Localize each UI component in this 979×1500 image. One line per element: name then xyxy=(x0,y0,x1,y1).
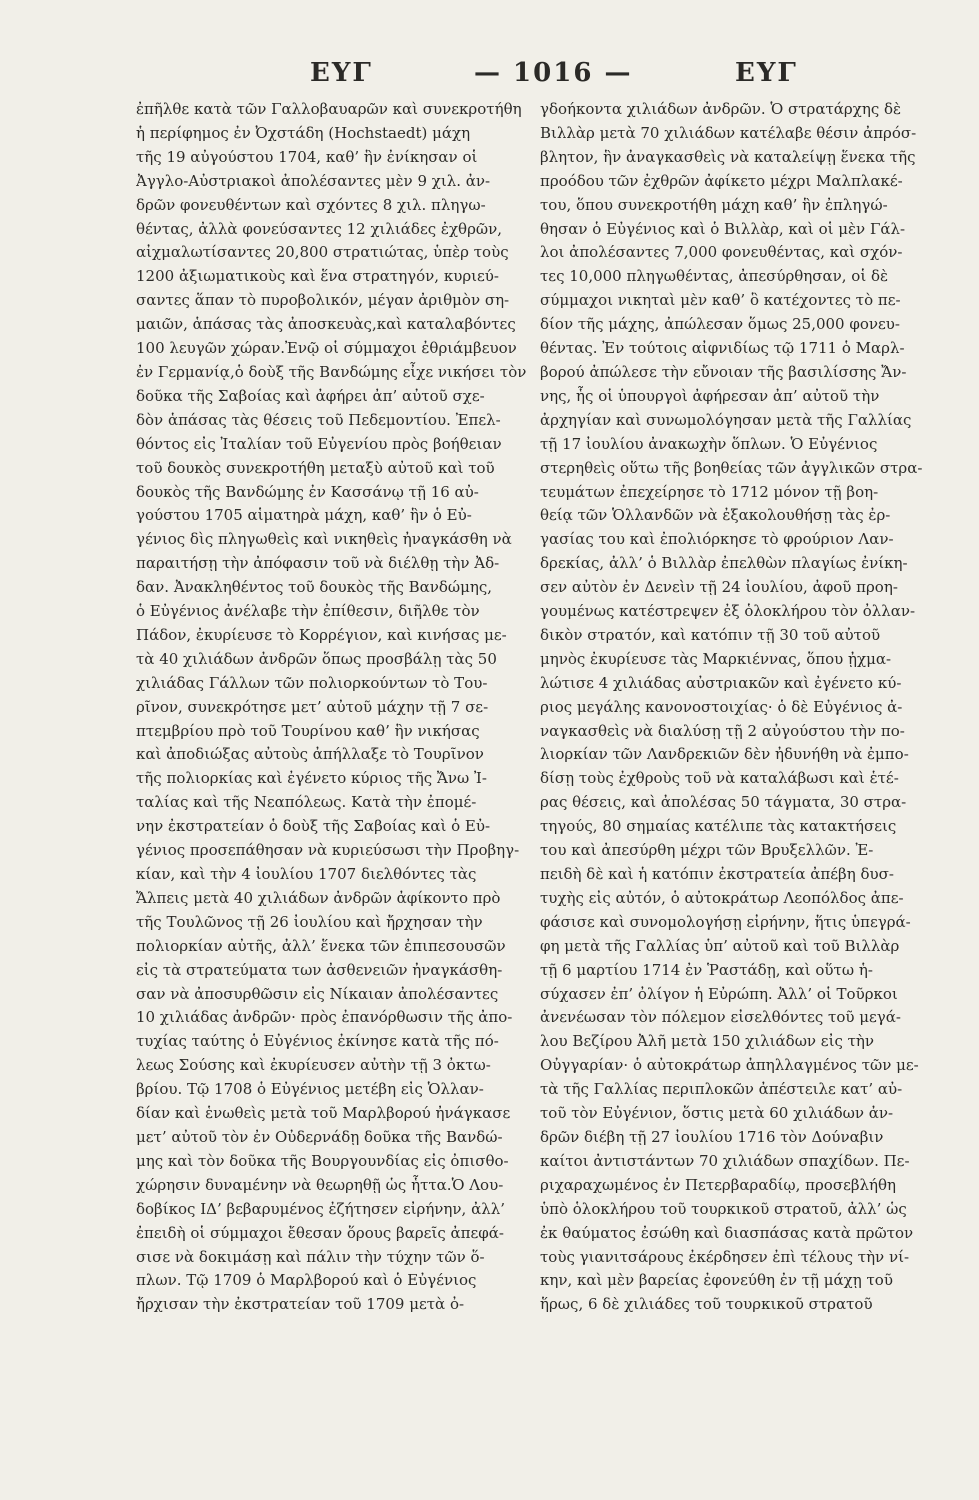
text-line: χιλιάδας Γάλλων τῶν πολιορκούντων τὸ Του- xyxy=(136,673,488,692)
text-line: ριος μεγάλης κανονοστοιχίας· ὁ δὲ Εὐγένιος ἀ- xyxy=(540,697,903,716)
text-line: καὶ ἀποδιώξας αὐτοὺς ἀπήλλαξε τὸ Τουρῖνον xyxy=(136,745,484,764)
text-line: λιορκίαν τῶν Λανδρεκιῶν δὲν ἠδυνήθη νὰ ἐμπο- xyxy=(540,745,909,764)
left-text-column xyxy=(136,98,526,1438)
text-line: δαν. Ἀνακληθέντος τοῦ δουκὸς τῆς Βανδώμης, xyxy=(136,578,493,597)
text-line: Πάδον, ἐκυρίευσε τὸ Κορρέγιον, καὶ κινήσας με- xyxy=(136,625,507,644)
text-line: ἐπῆλθε κατὰ τῶν Γαλλοβαυαρῶν καὶ συνεκροτήθη xyxy=(136,100,522,118)
text-line: δρεκίας, ἀλλ’ ὁ Βιλλὰρ ἐπελθὼν πλαγίως ἐνίκη- xyxy=(540,554,908,573)
text-line: κην, καὶ μὲν βαρείας ἐφονεύθη ἐν τῇ μάχῃ τοῦ xyxy=(540,1271,893,1290)
text-line: δὸν ἁπάσας τὰς θέσεις τοῦ Πεδεμοντίου. Ἐπελ- xyxy=(136,410,501,429)
right-text-column xyxy=(540,98,950,1438)
text-line: ἐκ θαύματος ἐσώθη καὶ διασπάσας κατὰ πρῶτον xyxy=(540,1223,914,1242)
text-line: γουμένως κατέστρεψεν ἐξ ὁλοκλήρου τὸν ὀλλαν- xyxy=(540,602,916,621)
text-line: ἐπειδὴ οἱ σύμμαχοι ἔθεσαν ὅρους βαρεῖς ἀπεφά- xyxy=(136,1223,504,1242)
text-line: σαν νὰ ἀποσυρθῶσιν εἰς Νίκαιαν ἀπολέσαντες xyxy=(136,984,499,1003)
text-line: ταλίας καὶ τῆς Νεαπόλεως. Κατὰ τὴν ἐπομέ- xyxy=(136,793,477,812)
text-line: δουκὸς τῆς Βανδώμης ἐν Κασσάνῳ τῇ 16 αὐ- xyxy=(136,482,479,501)
text-line: δοῦκα τῆς Σαβοίας καὶ ἀφήρει ἀπ’ αὐτοῦ σχε- xyxy=(136,386,485,405)
text-line: τῆς πολιορκίας καὶ ἐγένετο κύριος τῆς Ἄνω Ἰ- xyxy=(136,769,487,788)
text-line: πειδὴ δὲ καὶ ἡ κατόπιν ἐκστρατεία ἀπέβη δυσ- xyxy=(540,865,894,883)
page-number: — 1016 — xyxy=(474,58,633,88)
text-line: καίτοι ἀντιστάντων 70 χιλιάδων σπαχίδων. Πε- xyxy=(540,1151,910,1170)
text-line: δίον τῆς μάχης, ἀπώλεσαν ὅμως 25,000 φονευ- xyxy=(540,315,900,334)
text-line: σαντες ἅπαν τὸ πυροβολικόν, μέγαν ἀριθμὸν ση- xyxy=(136,291,510,310)
text-line: 1200 ἀξιωματικοὺς καὶ ἕνα στρατηγόν, κυριεύ- xyxy=(136,267,499,286)
text-line: πολιορκίαν αὐτῆς, ἀλλ’ ἕνεκα τῶν ἐπιπεσουσῶν xyxy=(136,936,506,955)
text-line: γδοήκοντα χιλιάδων ἀνδρῶν. Ὁ στρατάρχης δὲ xyxy=(540,100,902,118)
text-line: γασίας του καὶ ἐπολιόρκησε τὸ φρούριον Λαν- xyxy=(540,530,894,549)
text-line: βρίου. Τῷ 1708 ὁ Εὐγένιος μετέβη εἰς Ὁλλαν- xyxy=(136,1080,484,1099)
text-line: σύμμαχοι νικηταὶ μὲν καθ’ ὃ κατέχοντες τὸ πε- xyxy=(540,291,901,310)
text-line: του καὶ ἀπεσύρθη μέχρι τῶν Βρυξελλῶν. Ἐ- xyxy=(540,841,874,860)
text-line: θέντας, ἀλλὰ φονεύσαντες 12 χιλιάδες ἐχθρῶν, xyxy=(136,219,503,238)
text-line: αἰχμαλωτίσαντες 20,800 στρατιώτας, ὑπὲρ τοὺς xyxy=(136,243,509,262)
text-line: Οὐγγαρίαν· ὁ αὐτοκράτωρ ἀπηλλαγμένος τῶν με- xyxy=(540,1056,919,1075)
text-line: στερηθεὶς οὕτω τῆς βοηθείας τῶν ἀγγλικῶν στρα- xyxy=(540,458,923,477)
text-line: μαιῶν, ἁπάσας τὰς ἀποσκευὰς,καὶ καταλαβόντες xyxy=(136,315,516,334)
text-line: ναγκασθεὶς νὰ διαλύσῃ τῇ 2 αὐγούστου τὴν πο- xyxy=(540,721,905,740)
text-line: ἤρχισαν τὴν ἐκστρατείαν τοῦ 1709 μετὰ ὀ- xyxy=(136,1295,465,1314)
text-line: δρῶν διέβη τῇ 27 ἰουλίου 1716 τὸν Δούναβιν xyxy=(540,1127,884,1146)
text-line: σύχασεν ἐπ’ ὀλίγον ἡ Εὐρώπη. Ἀλλ’ οἱ Τοῦρκοι xyxy=(540,984,898,1003)
text-line: θόντος εἰς Ἰταλίαν τοῦ Εὐγενίου πρὸς βοήθειαν xyxy=(136,434,502,453)
text-line: τὰ τῆς Γαλλίας περιπλοκῶν ἀπέστειλε κατ’ αὐ- xyxy=(540,1080,903,1099)
text-line: τευμάτων ἐπεχείρησε τὸ 1712 μόνον τῇ βοη- xyxy=(540,482,879,501)
text-line: μηνὸς ἐκυρίευσε τὰς Μαρκιέννας, ὅπου ᾐχμα- xyxy=(540,649,892,668)
text-line: γένιος προσεπάθησαν νὰ κυριεύσωσι τὴν Προβηγ- xyxy=(136,841,520,860)
text-line: κίαν, καὶ τὴν 4 ἰουλίου 1707 διελθόντες τὰς xyxy=(136,865,477,883)
text-line: τῇ 17 ἰουλίου ἀνακωχὴν ὅπλων. Ὁ Εὐγένιος xyxy=(540,434,878,453)
text-line: σεν αὐτὸν ἐν Δενεὶν τῇ 24 ἰουλίου, ἀφοῦ προη- xyxy=(540,578,898,597)
text-line: τοῦ τὸν Εὐγένιον, ὅστις μετὰ 60 χιλιάδων ἀν- xyxy=(540,1104,894,1123)
text-line: ρας θέσεις, καὶ ἀπολέσας 50 τάγματα, 30 στρα- xyxy=(540,793,907,812)
text-line: χώρησιν δυναμένην νὰ θεωρηθῇ ὡς ἧττα.Ὁ Λου- xyxy=(136,1175,504,1194)
text-line: ἐν Γερμανίᾳ,ὁ δοὺξ τῆς Βανδώμης εἶχε νικήσει τὸν xyxy=(136,362,526,381)
text-line: ἥρως, 6 δὲ χιλιάδες τοῦ τουρκικοῦ στρατοῦ xyxy=(540,1295,873,1314)
text-line: ἀρχηγίαν καὶ συνωμολόγησαν μετὰ τῆς Γαλλίας xyxy=(540,410,912,429)
header-right-word: ΕΥΓ xyxy=(735,58,798,88)
text-line: Βιλλὰρ μετὰ 70 χιλιάδων κατέλαβε θέσιν ἀπρόσ- xyxy=(540,123,917,142)
text-line: προόδου τῶν ἐχθρῶν ἀφίκετο μέχρι Μαλπλακέ- xyxy=(540,171,903,190)
text-line: γένιος δὶς πληγωθεὶς καὶ νικηθεὶς ἠναγκάσθη νὰ xyxy=(136,530,512,549)
text-line: βλητον, ἣν ἀναγκασθεὶς νὰ καταλείψῃ ἕνεκα τῆς xyxy=(540,147,916,166)
text-line: τοὺς γιανιτσάρους ἐκέρδησεν ἐπὶ τέλους τὴν νί- xyxy=(540,1247,910,1266)
text-line: τυχὴς εἰς αὐτόν, ὁ αὐτοκράτωρ Λεοπόλδος ἀπε- xyxy=(540,888,904,907)
text-line: τοῦ δουκὸς συνεκροτήθη μεταξὺ αὐτοῦ καὶ τοῦ xyxy=(136,458,495,477)
text-line: τυχίας ταύτης ὁ Εὐγένιος ἐκίνησε κατὰ τῆς πό- xyxy=(136,1032,499,1051)
text-line: του, ὅπου συνεκροτήθη μάχη καθ’ ἣν ἐπληγώ- xyxy=(540,195,888,214)
text-line: δοβίκος ΙΔ’ βεβαρυμένος ἐζήτησεν εἰρήνην, ἀλλ’ xyxy=(136,1199,505,1218)
text-line: μετ’ αὐτοῦ τὸν ἐν Οὐδερνάδῃ δοῦκα τῆς Βανδώ- xyxy=(136,1127,503,1146)
text-line: ριχαραχωμένος ἐν Πετερβαραδίῳ, προσεβλήθη xyxy=(540,1175,897,1194)
text-line: θέντας. Ἐν τούτοις αἰφνιδίως τῷ 1711 ὁ Μαρλ- xyxy=(540,339,905,358)
text-line: δίσῃ τοὺς ἐχθροὺς τοῦ νὰ καταλάβωσι καὶ ἑτέ- xyxy=(540,769,899,788)
text-line: ἀνενέωσαν τὸν πόλεμον εἰσελθόντες τοῦ μεγά- xyxy=(540,1008,901,1027)
header-left-word: ΕΥΓ xyxy=(310,58,373,88)
text-line: τηγούς, 80 σημαίας κατέλιπε τὰς κατακτήσεις xyxy=(540,817,897,836)
text-line: φη μετὰ τῆς Γαλλίας ὑπ’ αὐτοῦ καὶ τοῦ Βιλλὰρ xyxy=(540,936,900,955)
text-line: ὑπὸ ὁλοκλήρου τοῦ τουρκικοῦ στρατοῦ, ἀλλ’ ὡς xyxy=(540,1199,907,1218)
text-line: δρῶν φονευθέντων καὶ σχόντες 8 χιλ. πληγω- xyxy=(136,195,486,214)
page-header xyxy=(130,58,830,92)
text-line: 10 χιλιάδας ἀνδρῶν· πρὸς ἐπανόρθωσιν τῆς ἀπο- xyxy=(136,1008,513,1027)
text-line: ἡ περίφημος ἐν Ὀχστάδη (Hochstaedt) μάχη xyxy=(136,123,471,142)
text-line: ρῖνον, συνεκρότησε μετ’ αὐτοῦ μάχην τῇ 7 σε- xyxy=(136,697,489,716)
text-line: λώτισε 4 χιλιάδας αὐστριακῶν καὶ ἐγένετο κύ- xyxy=(540,673,902,692)
text-line: λεως Σούσης καὶ ἐκυρίευσεν αὐτὴν τῇ 3 ὀκτω- xyxy=(136,1056,491,1075)
text-line: Ἄλπεις μετὰ 40 χιλιάδων ἀνδρῶν ἀφίκοντο πρὸ xyxy=(136,888,501,907)
text-line: ὁ Εὐγένιος ἀνέλαβε τὴν ἐπίθεσιν, διῆλθε τὸν xyxy=(136,602,480,621)
text-line: λου Βεζίρου Ἀλῆ μετὰ 150 χιλιάδων εἰς τὴν xyxy=(540,1032,875,1051)
text-line: Ἀγγλο-Αὐστριακοὶ ἀπολέσαντες μὲν 9 χιλ. ἀν- xyxy=(136,171,491,190)
text-line: γούστου 1705 αἱματηρὰ μάχη, καθ’ ἣν ὁ Εὐ- xyxy=(136,506,472,525)
text-line: θησαν ὁ Εὐγένιος καὶ ὁ Βιλλὰρ, καὶ οἱ μὲν Γάλ- xyxy=(540,219,906,238)
text-line: παραιτήσῃ τὴν ἀπόφασιν τοῦ νὰ διέλθῃ τὴν Ἀδ- xyxy=(136,554,500,573)
text-line: δικὸν στρατόν, καὶ κατόπιν τῇ 30 τοῦ αὐτοῦ xyxy=(540,625,881,644)
text-line: θείᾳ τῶν Ὁλλανδῶν νὰ ἐξακολουθήσῃ τὰς ἐρ- xyxy=(540,506,891,525)
text-line: 100 λευγῶν χώραν.Ἐνῷ οἱ σύμμαχοι ἐθριάμβευον xyxy=(136,339,517,358)
text-line: τῆς Τουλῶνος τῇ 26 ἰουλίου καὶ ἤρχησαν τὴν xyxy=(136,912,483,931)
text-line: τὰ 40 χιλιάδων ἀνδρῶν ὅπως προσβάλῃ τὰς 50 xyxy=(136,649,497,668)
text-line: σισε νὰ δοκιμάσῃ καὶ πάλιν τὴν τύχην τῶν ὅ- xyxy=(136,1247,485,1266)
text-line: τῇ 6 μαρτίου 1714 ἐν Ῥαστάδῃ, καὶ οὕτω ἡ- xyxy=(540,960,873,979)
text-line: πλων. Τῷ 1709 ὁ Μαρλβορού καὶ ὁ Εὐγένιος xyxy=(136,1271,477,1290)
text-line: εἰς τὰ στρατεύματα των ἀσθενειῶν ἠναγκάσθη- xyxy=(136,960,503,979)
text-line: δίαν καὶ ἑνωθεὶς μετὰ τοῦ Μαρλβορού ἠνάγκασε xyxy=(136,1104,511,1123)
text-line: τῆς 19 αὐγούστου 1704, καθ’ ἣν ἐνίκησαν οἱ xyxy=(136,147,478,166)
text-line: τες 10,000 πληγωθέντας, ἀπεσύρθησαν, οἱ δὲ xyxy=(540,267,889,286)
text-line: φάσισε καὶ συνομολογήσῃ εἰρήνην, ἥτις ὑπεγρά- xyxy=(540,912,911,931)
text-line: μης καὶ τὸν δοῦκα τῆς Βουργουνδίας εἰς ὀπισθο- xyxy=(136,1151,509,1170)
text-line: νην ἐκστρατείαν ὁ δοὺξ τῆς Σαβοίας καὶ ὁ Εὐ- xyxy=(136,817,491,836)
text-line: πτεμβρίου πρὸ τοῦ Τουρίνου καθ’ ἣν νικήσας xyxy=(136,721,480,740)
text-line: βορού ἀπώλεσε τὴν εὔνοιαν τῆς βασιλίσσης Ἄν- xyxy=(540,362,907,381)
text-line: λοι ἀπολέσαντες 7,000 φονευθέντας, καὶ σχόν- xyxy=(540,243,903,262)
text-line: νης, ἧς οἱ ὑπουργοὶ ἀφήρεσαν ἀπ’ αὐτοῦ τὴν xyxy=(540,386,880,405)
